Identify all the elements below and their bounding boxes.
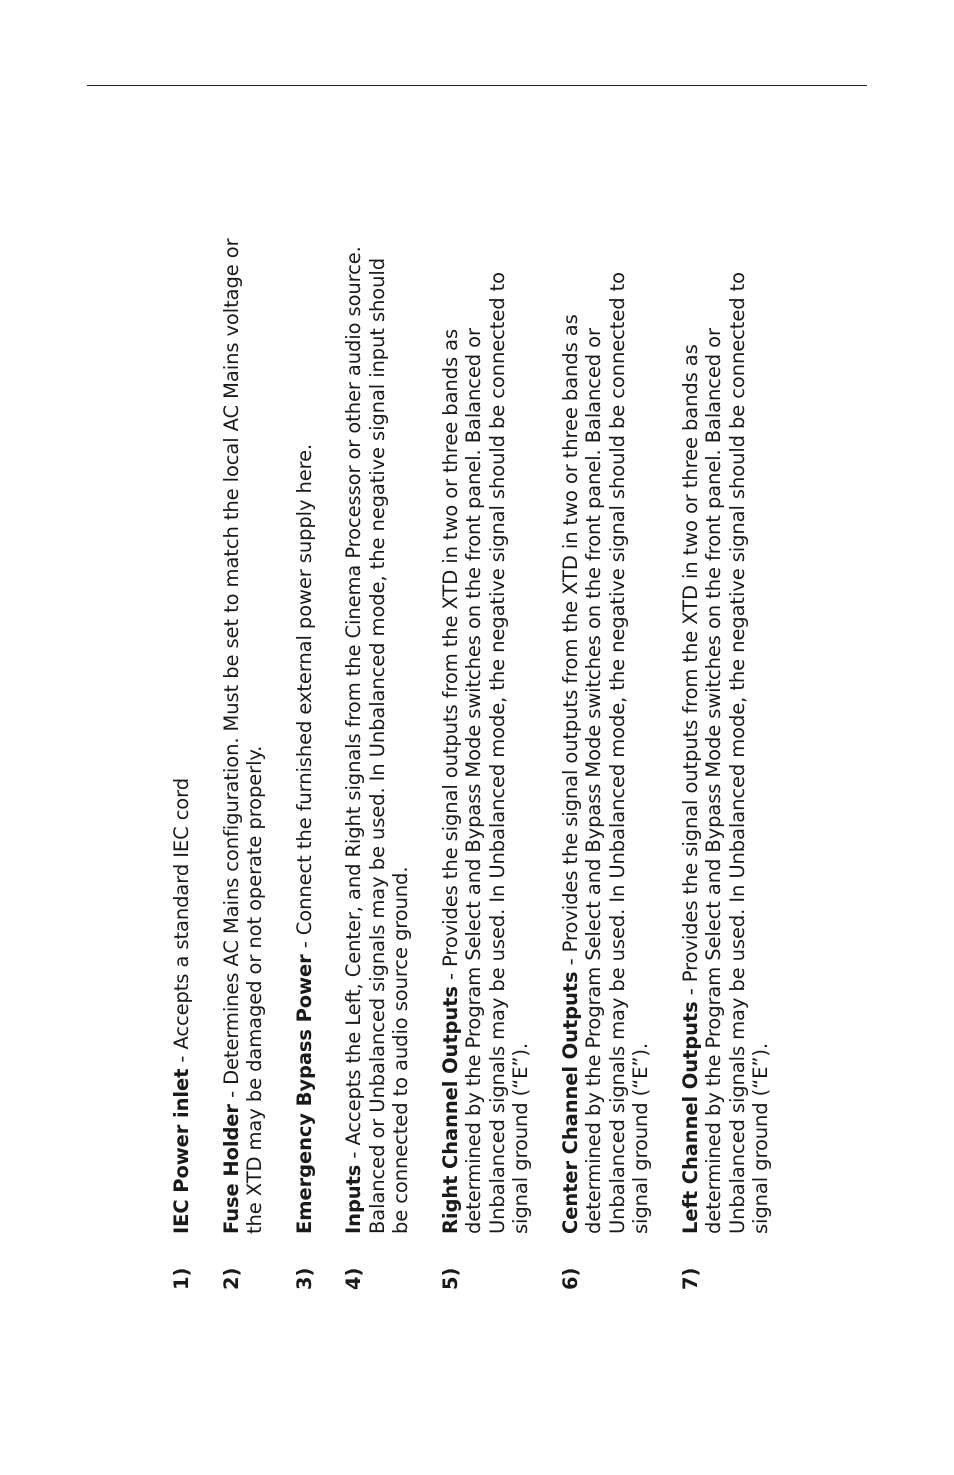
item-title: IEC Power inlet xyxy=(170,1068,193,1234)
list-item-iec-power-inlet xyxy=(170,230,194,1290)
item-number: 5) xyxy=(438,1267,462,1290)
item-number: 1) xyxy=(170,1267,193,1290)
item-number: 6) xyxy=(558,1267,582,1290)
list-item-center-channel-outputs xyxy=(559,230,653,1290)
item-description: - Connect the furnished external power supply here. xyxy=(292,443,316,955)
item-title: Emergency Bypass Power xyxy=(292,954,316,1234)
rotated-item-list xyxy=(170,230,772,1290)
item-title: Left Channel Outputs xyxy=(678,1001,702,1234)
item-description: - Accepts a standard IEC cord xyxy=(170,778,193,1069)
list-item-inputs xyxy=(342,230,413,1290)
item-number: 3) xyxy=(292,1267,316,1290)
item-description: - Determines AC Mains configuration. Must be set to match the local AC Mains voltage or the XTD may be damaged or not operate properly. xyxy=(219,238,266,1234)
item-title: Inputs xyxy=(342,1164,365,1234)
item-number: 7) xyxy=(678,1267,702,1290)
item-description: - Provides the signal outputs from the XTD in two or three bands as determined by the Program Select and Bypass Mode switches on the front panel. Balanced or Unbalanced signals may be used. In Unbalanced mode, the negative signal should be connected to signal ground (“E”). xyxy=(558,272,652,1234)
list-item-emergency-bypass-power xyxy=(293,230,317,1290)
item-description: - Provides the signal outputs from the XTD in two or three bands as determined by the Program Select and Bypass Mode switches on the front panel. Balanced or Unbalanced signals may be used. In Unbalanced mode, the negative signal should be connected to signal ground (“E”). xyxy=(678,272,772,1234)
item-title: Center Channel Outputs xyxy=(558,971,582,1234)
list-item-left-channel-outputs xyxy=(679,230,773,1290)
item-description: - Accepts the Left, Center, and Right signals from the Cinema Processor or other audio source. Balanced or Unbalanced signals may be used. In Unbalanced mode, the negative signal input should be connected to audio source ground. xyxy=(342,246,412,1234)
list-item-right-channel-outputs xyxy=(439,230,533,1290)
header-rule xyxy=(87,85,867,86)
item-number: 2) xyxy=(219,1267,243,1290)
item-title: Right Channel Outputs xyxy=(438,986,462,1234)
list-item-fuse-holder xyxy=(220,230,267,1290)
item-description: - Provides the signal outputs from the XTD in two or three bands as determined by the Program Select and Bypass Mode switches on the front panel. Balanced or Unbalanced signals may be used. In Unbalanced mode, the negative signal should be connected to signal ground (“E”). xyxy=(438,272,532,1234)
item-title: Fuse Holder xyxy=(219,1104,243,1234)
item-number: 4) xyxy=(342,1267,365,1290)
